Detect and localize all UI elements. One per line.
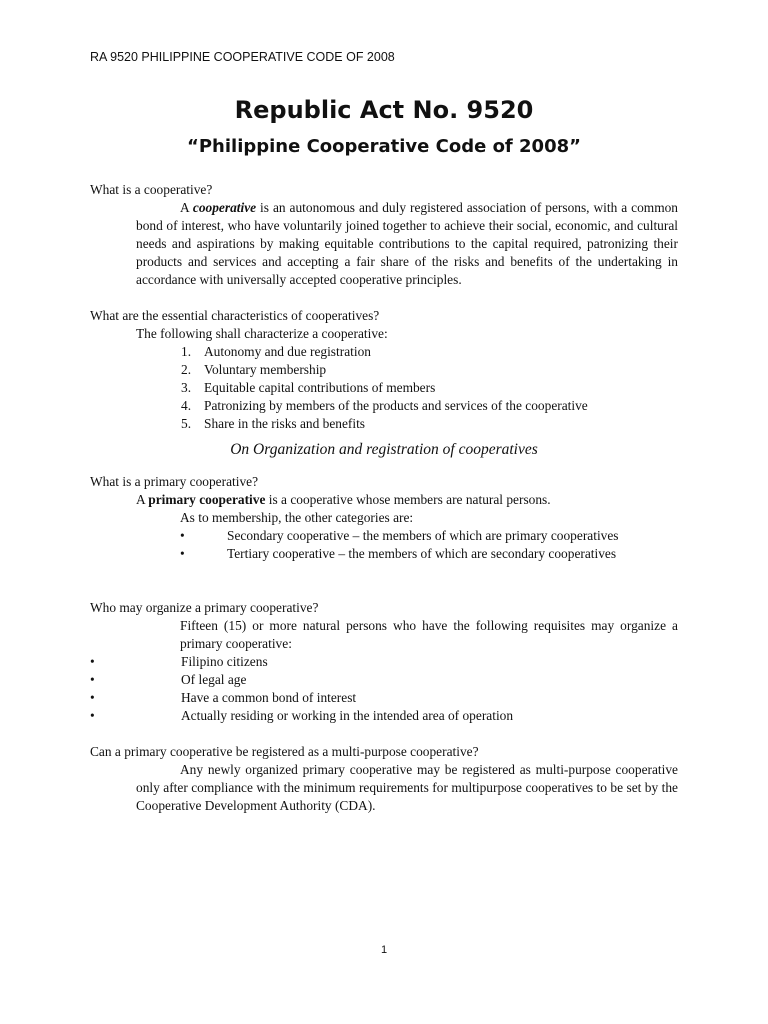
list-number: 1. — [181, 344, 192, 359]
term-cooperative: cooperative — [192, 200, 257, 215]
list-item — [181, 379, 678, 397]
definition-lead: A — [180, 200, 193, 215]
characteristics-list — [181, 343, 678, 433]
page-number: 1 — [380, 944, 388, 956]
bullet-mark: • — [90, 708, 95, 723]
list-number: 5. — [181, 416, 192, 431]
definition-cooperative — [136, 199, 678, 289]
bullet-text: Have a common bond of interest — [181, 690, 357, 705]
bullet-mark: • — [180, 528, 185, 543]
list-number: 3. — [181, 380, 192, 395]
list-item — [180, 545, 678, 563]
membership-intro: As to membership, the other categories are: — [180, 510, 414, 525]
list-text: Patronizing by members of the products and services of the cooperative — [204, 398, 588, 413]
question-what-is-cooperative: What is a cooperative? — [90, 182, 213, 197]
definition-primary-cooperative — [136, 491, 678, 509]
bullet-mark: • — [180, 546, 185, 561]
answer-multi-purpose: Any newly organized primary cooperative may be registered as multi-purpose cooperative only after compliance with the minimum requirements for multipurpose cooperatives to be set by the Cooperative Development Authority (CDA). — [136, 762, 678, 813]
list-number: 4. — [181, 398, 192, 413]
definition-body: is an autonomous and duly registered association of persons, with a common bond of interest, who have voluntarily joined together to achieve their social, economic, and cultural needs and aspirations by making equitable contributions to the capital required, patronizing their products and services and accepting a fair share of the risks and benefits of the undertaking in accordance with universally accepted cooperative principles. — [136, 200, 678, 287]
list-text: Voluntary membership — [204, 362, 327, 377]
list-item — [181, 343, 678, 361]
list-item — [90, 653, 678, 671]
bullet-text: Of legal age — [181, 672, 247, 687]
list-number: 2. — [181, 362, 192, 377]
document-subtitle: “Philippine Cooperative Code of 2008” — [187, 136, 581, 157]
term-primary-cooperative: primary cooperative — [148, 492, 266, 507]
bullet-text: Actually residing or working in the intended area of operation — [181, 708, 514, 723]
characteristics-intro: The following shall characterize a cooperative: — [136, 326, 388, 341]
list-item — [90, 671, 678, 689]
list-text: Share in the risks and benefits — [204, 416, 366, 431]
running-header: RA 9520 PHILIPPINE COOPERATIVE CODE OF 2008 — [90, 50, 395, 64]
question-multi-purpose: Can a primary cooperative be registered as a multi-purpose cooperative? — [90, 744, 479, 759]
list-text: Autonomy and due registration — [204, 344, 371, 359]
document-title: Republic Act No. 9520 — [234, 96, 534, 124]
list-item — [180, 527, 678, 545]
question-primary-cooperative: What is a primary cooperative? — [90, 474, 259, 489]
question-characteristics: What are the essential characteristics of cooperatives? — [90, 308, 380, 323]
list-item — [90, 707, 678, 725]
bullet-text: Filipino citizens — [181, 654, 268, 669]
section-heading: On Organization and registration of cooperatives — [230, 441, 538, 458]
bullet-text: Secondary cooperative – the members of which are primary cooperatives — [227, 528, 619, 543]
bullet-mark: • — [90, 672, 95, 687]
bullet-text: Tertiary cooperative – the members of which are secondary cooperatives — [227, 546, 617, 561]
list-item — [181, 397, 678, 415]
list-item — [181, 415, 678, 433]
question-who-may-organize: Who may organize a primary cooperative? — [90, 600, 319, 615]
definition-body: is a cooperative whose members are natural persons. — [265, 492, 551, 507]
list-item — [181, 361, 678, 379]
document-body — [90, 181, 678, 815]
list-text: Equitable capital contributions of members — [204, 380, 436, 395]
definition-lead: A — [136, 492, 149, 507]
bullet-mark: • — [90, 654, 95, 669]
bullet-mark: • — [90, 690, 95, 705]
list-item — [90, 689, 678, 707]
organize-intro: Fifteen (15) or more natural persons who have the following requisites may organize a primary cooperative: — [180, 618, 678, 651]
